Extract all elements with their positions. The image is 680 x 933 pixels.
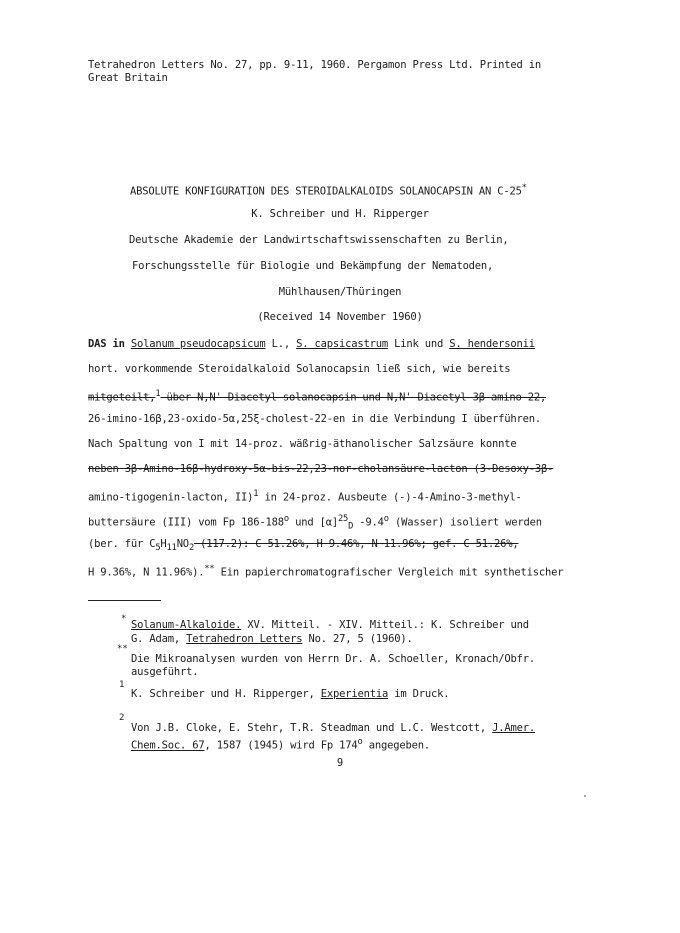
received-date: (Received 14 November 1960) — [257, 311, 423, 323]
body-8c: -9.4 — [353, 516, 384, 529]
rotation-temp: 25 — [337, 514, 349, 524]
body-line-1 — [88, 338, 535, 351]
body-3a: mitgeteilt, — [88, 391, 156, 404]
footnote-jamer: J.Amer. — [492, 722, 536, 734]
body-1e: Link und — [387, 338, 450, 350]
ref-1-mark: 1 — [155, 389, 161, 399]
formula-sub-5: 5 — [155, 543, 161, 554]
article-authors: K. Schreiber und H. Ripperger — [251, 208, 429, 220]
footnote-3a: K. Schreiber und H. Ripperger, — [131, 688, 321, 700]
footnote-1d: No. 27, 5 (1960). — [302, 633, 413, 645]
body-1c: L., — [265, 338, 297, 350]
formula-no: NO — [176, 538, 189, 550]
scan-speck — [584, 795, 586, 797]
footnote-1c: G. Adam, — [131, 633, 187, 645]
body-9a: (ber. für C — [88, 538, 156, 550]
article-title-text: ABSOLUTE KONFIGURATION DES STEROIDALKALOIDS SOLANOCAPSIN AN C-25 — [130, 185, 522, 198]
rotation-d-line: D — [348, 521, 354, 532]
page-number: 9 — [336, 757, 344, 769]
body-8d: (Wasser) isoliert werden — [388, 516, 542, 529]
journal-header-line-2: Great Britain — [88, 72, 168, 84]
footnote-4-line-2 — [131, 736, 430, 753]
body-line-2: hort. vorkommende Steroidalkaloid Solanocapsin ließ sich, wie bereits — [88, 363, 511, 375]
footnote-number-1: 1 — [119, 680, 125, 690]
affiliation-line-1: Deutsche Akademie der Landwirtschaftswissenschaften zu Berlin, — [129, 234, 509, 246]
footnote-star: * — [121, 614, 127, 624]
footnote-1a: Solanum-Alkaloide. — [131, 619, 242, 631]
body-9b: (117.2): C 51.26%, H 9.46%, N 11.96%; gef. C 51.26%, — [194, 538, 519, 550]
footnote-journal: Tetrahedron Letters — [186, 633, 303, 645]
footnote-chemsoc: Chem.Soc. 67 — [131, 739, 205, 752]
footnote-4-line-1 — [131, 722, 535, 735]
body-line-9 — [88, 538, 518, 555]
footnote-1-line-1 — [131, 619, 529, 632]
species-solanum-pseudocapsicum: Solanum pseudocapsicum — [130, 338, 266, 350]
footnote-divider — [88, 600, 161, 601]
body-line-7 — [88, 488, 522, 505]
body-line-6: neben 3β-Amino-16β-hydroxy-5α-bis-22,23-nor-cholansäure-lacton (3-Desoxy-3β- — [88, 463, 554, 475]
body-7b: in 24-proz. Ausbeute (-)-4-Amino-3-methyl- — [258, 491, 522, 504]
title-footnote-mark: * — [521, 183, 527, 193]
footnote-1-line-2 — [131, 633, 413, 646]
ref-1-mark-2: 1 — [253, 489, 259, 499]
degree-sign-2: o — [383, 514, 389, 524]
body-line-5: Nach Spaltung von I mit 14-proz. wäßrig-äthanolischer Salzsäure konnte — [88, 438, 517, 450]
footnote-4a: Von J.B. Cloke, E. Stehr, T.R. Steadman und L.C. Westcott, — [131, 722, 493, 734]
footnote-3c: im Druck. — [388, 688, 450, 700]
species-capsicastrum: S. capsicastrum — [296, 338, 388, 350]
body-line-10 — [88, 563, 563, 580]
footnote-experientia: Experientia — [320, 688, 389, 700]
body-7a: amino-tigogenin-lacton, II) — [88, 491, 254, 504]
body-line-3 — [88, 388, 546, 405]
body-line-4: 26-imino-16β,23-oxido-5α,25ξ-cholest-22-en in die Verbindung I überführen. — [88, 413, 541, 425]
affiliation-line-2: Forschungsstelle für Biologie und Bekämpfung der Nematoden, — [132, 260, 494, 272]
degree-sign: o — [283, 514, 289, 524]
species-hendersonii: S. hendersonii — [449, 338, 535, 350]
body-3b: über N,N'-Diacetyl-solanocapsin und N,N'-Diacetyl-3β-amino-22, — [160, 391, 547, 404]
body-line-8 — [88, 513, 542, 534]
body-8a: buttersäure (III) vom Fp 186-188 — [88, 516, 284, 529]
footnote-3-line — [131, 688, 449, 701]
body-1a: DAS in — [88, 338, 131, 350]
body-8b: und [α] — [288, 516, 338, 529]
footnote-1b: XV. Mitteil. - XIV. Mitteil.: K. Schreiber und — [241, 619, 529, 631]
formula-sub-11: 11 — [166, 543, 177, 554]
formula-sub-2: 2 — [188, 543, 195, 554]
footnote-2-line-1: Die Mikroanalysen wurden von Herrn Dr. A. Schoeller, Kronach/Obfr. — [131, 653, 536, 665]
footnote-2-line-2: ausgeführt. — [131, 666, 199, 678]
formula-h: H — [160, 538, 167, 550]
footnote-4c: angegeben. — [362, 739, 430, 752]
body-10a: H 9.36%, N 11.96%). — [88, 566, 205, 579]
footnote-4b: , 1587 (1945) wird Fp 174 — [204, 739, 358, 752]
microanalysis-mark: ** — [204, 564, 215, 574]
affiliation-line-3: Mühlhausen/Thüringen — [278, 286, 402, 298]
footnote-number-2: 2 — [119, 713, 125, 723]
article-title — [130, 182, 527, 199]
journal-header-line-1: Tetrahedron Letters No. 27, pp. 9-11, 1960. Pergamon Press Ltd. Printed in — [88, 59, 541, 71]
body-10b: Ein papierchromatografischer Vergleich mit synthetischer — [214, 566, 564, 579]
footnote-degree: o — [357, 737, 363, 747]
footnote-double-star: ** — [117, 644, 128, 654]
